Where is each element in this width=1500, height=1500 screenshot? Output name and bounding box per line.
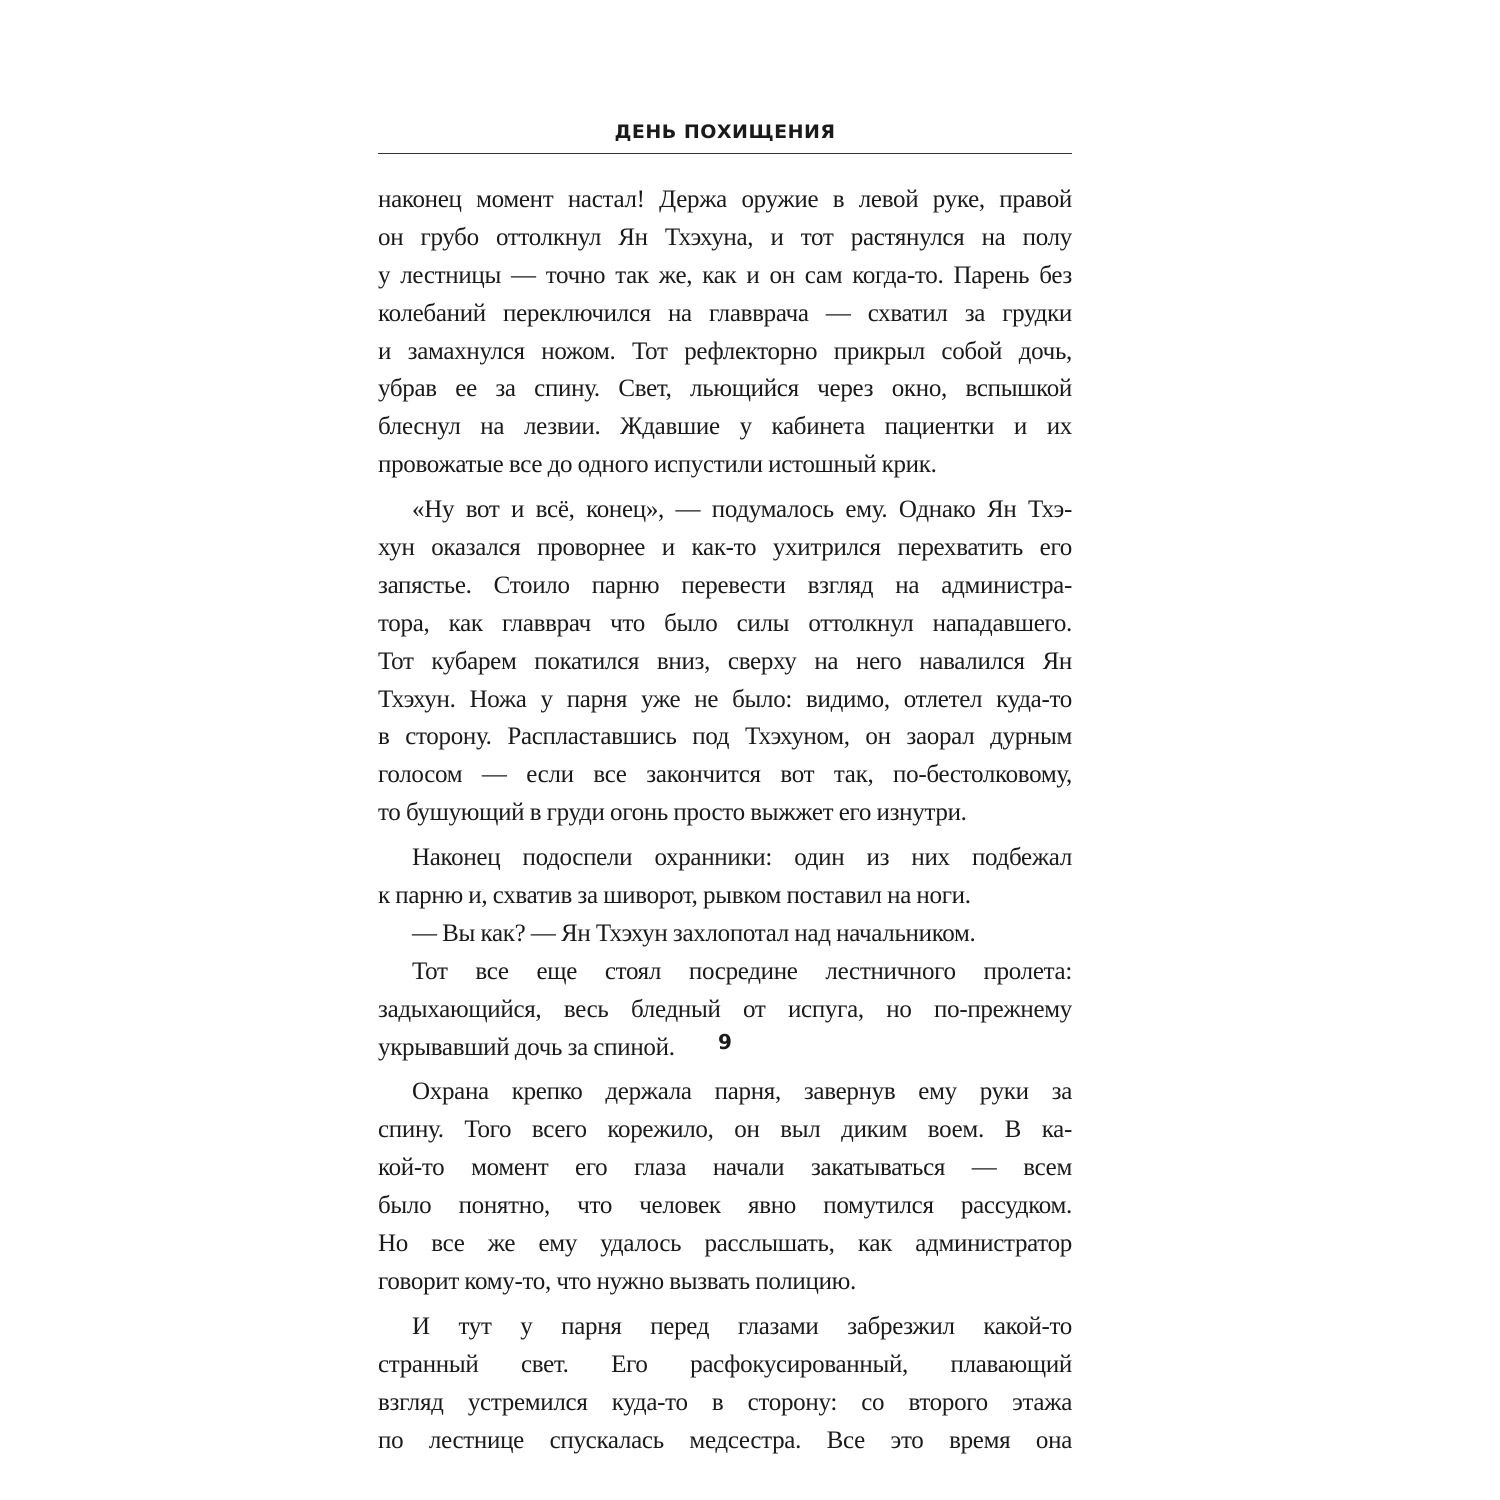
text-line: кой-то момент его глаза начали закатываться — всем [378,1154,1072,1182]
text-line: И тут у парня перед глазами забрезжил какой-то [412,1312,1072,1340]
text-line: говорит кому-то, что нужно вызвать полицию. [378,1267,856,1295]
paragraph-gap [378,1066,1072,1073]
text-line: спину. Того всего корежило, он выл диким воем. В ка- [378,1116,1072,1144]
page-number: 9 [718,1030,732,1054]
text-line: к парню и, схватив за шиворот, рывком поставил на ноги. [378,882,971,910]
text-line: колебаний переключился на главврача — схватил за грудки [378,299,1072,327]
paragraph-gap [378,1301,1072,1308]
running-head: ДЕНЬ ПОХИЩЕНИЯ [614,121,836,143]
text-line: было понятно, что человек явно помутился рассудком. [378,1192,1072,1220]
text-line: странный свет. Его расфокусированный, плавающий [378,1350,1072,1378]
text-line: задыхающийся, весь бледный от испуга, но по-прежнему [378,995,1072,1023]
header-rule [378,153,1072,154]
text-line: в сторону. Распластавшись под Тхэхуном, он заорал дурным [378,723,1072,751]
text-line: Тот кубарем покатился вниз, сверху на него навалился Ян [378,647,1072,675]
text-line: по лестнице спускалась медсестра. Все это время она [378,1426,1072,1454]
text-line: Наконец подоспели охранники: один из них подбежал [412,844,1072,872]
text-line: наконец момент настал! Держа оружие в левой руке, правой [378,186,1072,213]
text-line: блеснул на лезвии. Ждавшие у кабинета пациентки и их [378,413,1072,441]
text-line: то бушующий в груди огонь просто выжжет его изнутри. [378,799,967,827]
text-line: хун оказался проворнее и как-то ухитрился перехватить его [378,534,1072,562]
text-line: укрывавший дочь за спиной. [378,1033,675,1061]
text-line: убрав ее за спину. Свет, льющийся через окно, вспышкой [378,375,1072,403]
text-line: Тот все еще стоял посредине лестничного пролета: [412,957,1072,985]
text-line: «Ну вот и всё, конец», — подумалось ему. Однако Ян Тхэ- [412,496,1072,524]
text-line: взгляд устремился куда-то в сторону: со второго этажа [378,1388,1072,1416]
text-line: Тхэхун. Ножа у парня уже не было: видимо, отлетел куда-то [378,685,1072,713]
text-line: запястье. Стоило парню перевести взгляд на администра- [378,571,1072,599]
text-line: у лестницы — точно так же, как и он сам когда-то. Парень без [378,261,1072,289]
text-line: и замахнулся ножом. Тот рефлекторно прикрыл собой дочь, [378,337,1072,365]
body-text [378,181,1072,1459]
text-line: тора, как главврач что было силы оттолкнул нападавшего. [378,609,1072,637]
paragraph-gap [378,832,1072,839]
text-line: голосом — если все закончится вот так, по-бестолковому, [378,761,1072,789]
text-line: — Вы как? — Ян Тхэхун захлопотал над начальником. [412,919,976,947]
text-line: Но все же ему удалось расслышать, как администратор [378,1230,1072,1258]
paragraph-gap [378,484,1072,491]
text-line: Охрана крепко держала парня, завернув ему руки за [412,1078,1072,1106]
text-line: провожатые все до одного испустили истошный крик. [378,451,937,479]
text-line: он грубо оттолкнул Ян Тхэхуна, и тот растянулся на полу [378,223,1072,251]
